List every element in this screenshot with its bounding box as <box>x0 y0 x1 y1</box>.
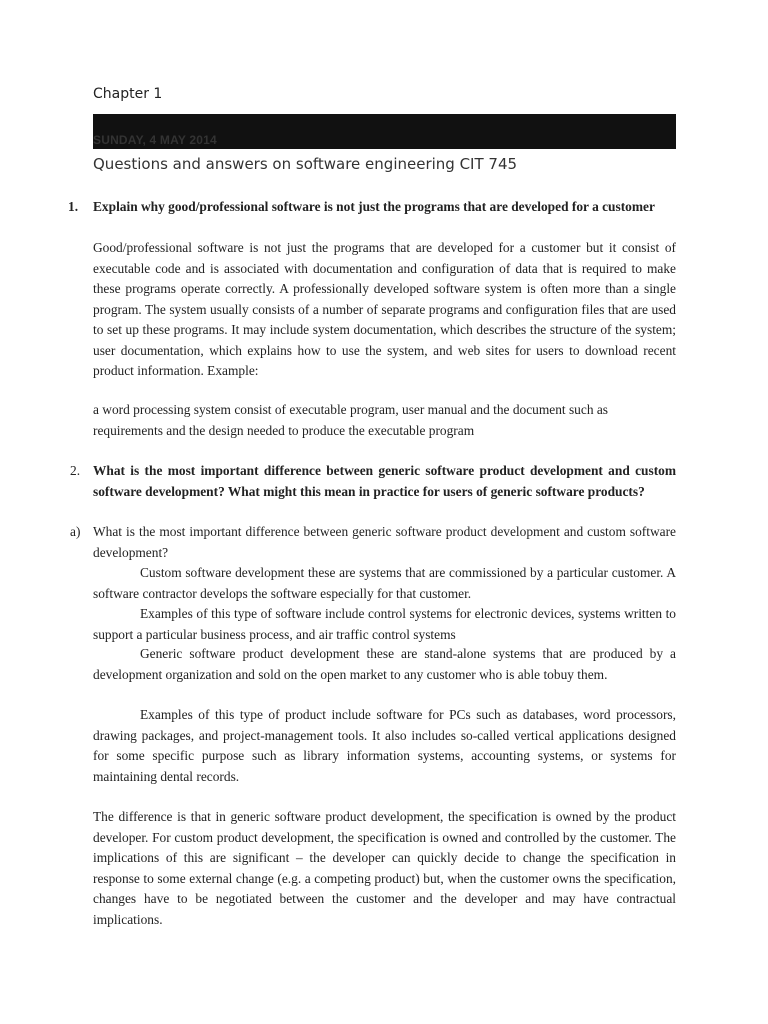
custom-software-examples: Examples of this type of software include control systems for electronic devices, systems written to support a particular business process, and air traffic control systems <box>93 606 676 642</box>
generic-software-examples: Examples of this type of product include software for PCs such as databases, word processors, drawing packages, and project-management tools. It also includes so-called vertical applications designed for some specific purpose such as library information systems, accounting systems, or systems for maintaining dental records. <box>93 707 676 784</box>
question-1-number: 1. <box>68 199 79 214</box>
generic-software-paragraph: Generic software product development these are stand-alone systems that are produced by a development organization and sold on the open market to any customer who is able tobuy them. <box>93 646 676 682</box>
custom-software-paragraph: Custom software development these are systems that are commissioned by a particular customer. A software contractor develops the software especially for that customer. <box>93 565 676 601</box>
question-2-text: What is the most important difference between generic software product development and custom software development? What might this mean in practice for users of generic software products? <box>93 463 676 499</box>
chapter-heading: Chapter 1 <box>93 86 163 102</box>
difference-paragraph: The difference is that in generic software product development, the specification is owned by the product developer. For custom product development, the specification is owned and controlled by the customer. The implications of this are significant – the developer can quickly decide to change the specification in response to some external change (e.g. a competing product) but, when the customer owns the specification, changes have to be negotiated between the customer and the developer and may have contractual implications. <box>93 809 676 927</box>
answer-1-example: a word processing system consist of executable program, user manual and the document such as requirements and the design needed to produce the executable program <box>93 402 609 438</box>
question-2-number: 2. <box>70 463 81 478</box>
post-date: SUNDAY, 4 MAY 2014 <box>93 133 217 147</box>
question-1-text: Explain why good/professional software is not just the programs that are developed for a customer <box>93 199 655 214</box>
sub-question-a-label: a) <box>70 524 81 539</box>
post-title: Questions and answers on software engineering CIT 745 <box>93 155 518 173</box>
sub-question-a-text: What is the most important difference between generic software product development and custom software development? <box>93 524 676 560</box>
answer-1-text: Good/professional software is not just the programs that are developed for a customer but it consist of executable code and is associated with documentation and configuration of data that is required to make these programs operate correctly. A professionally developed software system is often more than a single program. The system usually consists of a number of separate programs and configuration files that are used to set up these programs. It may include system documentation, which describes the structure of the system; user documentation, which explains how to use the system, and web sites for users to download recent product information. Example: <box>93 240 676 378</box>
date-header-bar <box>93 114 676 149</box>
